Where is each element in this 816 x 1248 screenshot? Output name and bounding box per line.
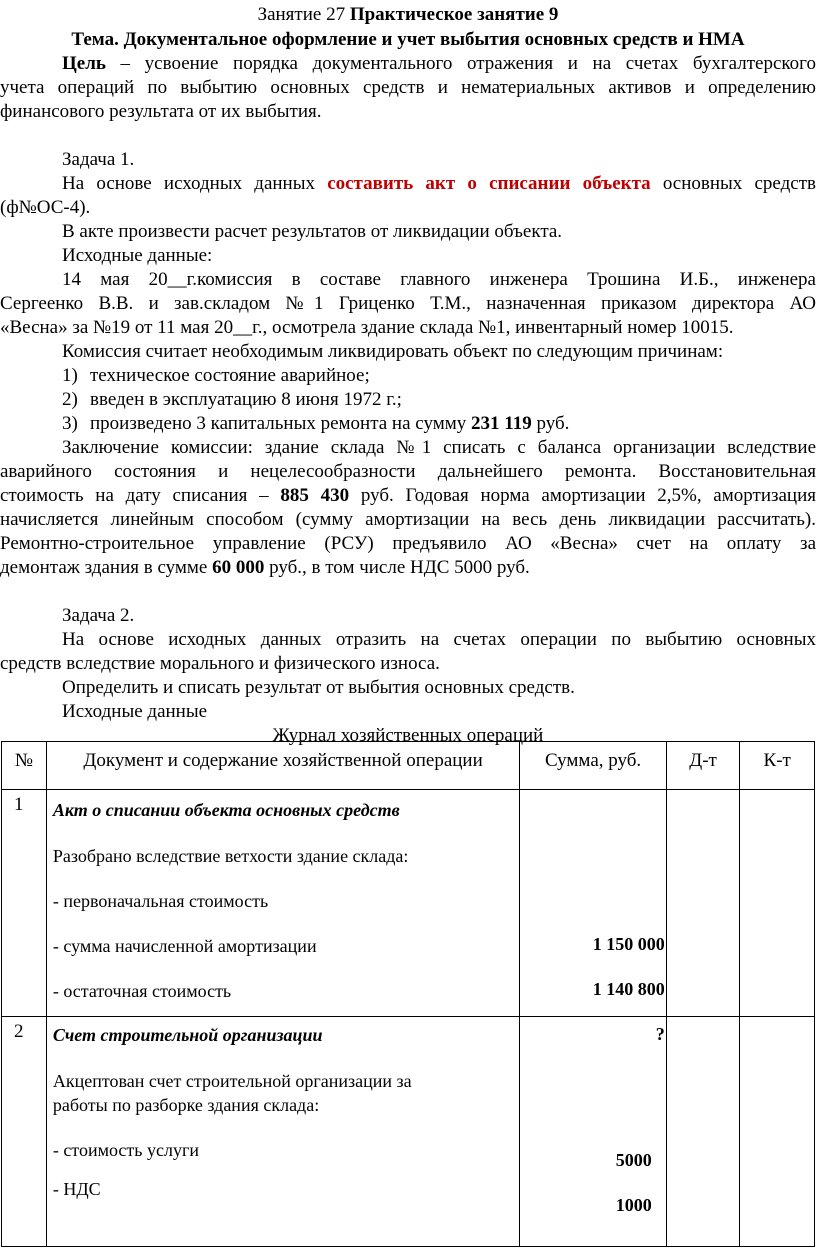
task1-reason-3: 3) произведено 3 капитальных ремонта на сумму 231 119 руб. bbox=[62, 413, 570, 434]
header-debit: Д-т bbox=[666, 742, 740, 790]
row-credit bbox=[740, 790, 815, 1017]
row-title: Акт о списании объекта основных средств bbox=[52, 800, 400, 820]
task1-source-line2: Сергеенко В.В. и зав.складом №1 Гриценко Т.М., назначенная приказом директора АО bbox=[0, 293, 816, 314]
task1-conclusion-line5: Ремонтно-строительное управление (РСУ) предъявило АО «Весна» счет на оплату за bbox=[0, 533, 816, 554]
header-number: № bbox=[2, 742, 47, 790]
table-row bbox=[2, 790, 815, 1017]
task1-p2: В акте произвести расчет результатов от ликвидации объекта. bbox=[62, 221, 563, 242]
task1-title: Задача 1. bbox=[62, 149, 135, 170]
row-credit bbox=[740, 1017, 815, 1247]
task1-conclusion-line2: аварийного состояния и нецелесообразности дальнейшего ремонта. Восстановительная bbox=[0, 461, 816, 482]
row-item: - стоимость услуги bbox=[52, 1140, 199, 1160]
task2-title: Задача 2. bbox=[62, 605, 135, 626]
lesson-heading bbox=[0, 3, 816, 27]
table-row bbox=[2, 1017, 815, 1247]
task2-p1-line1: На основе исходных данных отразить на счетах операции по выбытию основных bbox=[62, 629, 816, 650]
row-document bbox=[46, 1017, 520, 1247]
row-document bbox=[46, 790, 520, 1017]
goal-line-3: финансового результата от их выбытия. bbox=[0, 101, 322, 122]
task1-reason-1: 1) техническое состояние аварийное; bbox=[62, 365, 370, 386]
row-intro: Разобрано вследствие ветхости здание склада: bbox=[52, 846, 409, 866]
task1-reason-2: 2) введен в эксплуатацию 8 июня 1972 г.; bbox=[62, 389, 402, 410]
row-item: - сумма начисленной амортизации bbox=[52, 936, 317, 956]
amount-value: 1000 bbox=[615, 1195, 652, 1215]
journal-table bbox=[1, 741, 815, 1247]
amount-value: ? bbox=[655, 1024, 665, 1044]
topic-text: Тема. Документальное оформление и учет выбытия основных средств и НМА bbox=[71, 29, 745, 50]
lesson-prefix: Занятие 27 bbox=[257, 4, 346, 25]
amount-value: 1 150 000 bbox=[592, 934, 665, 954]
goal-line-1: Цель – усвоение порядка документального отражения и на счетах бухгалтерского bbox=[62, 53, 816, 74]
task1-reasons-intro: Комиссия считает необходимым ликвидировать объект по следующим причинам: bbox=[62, 341, 724, 362]
topic-heading bbox=[0, 28, 816, 52]
task1-source-label: Исходные данные: bbox=[62, 245, 213, 266]
task2-p2: Определить и списать результат от выбытия основных средств. bbox=[62, 677, 575, 698]
task2-p1-line2: средств вследствие морального и физического износа. bbox=[0, 653, 440, 674]
task2-source-label: Исходные данные bbox=[62, 701, 208, 722]
row-debit bbox=[666, 1017, 740, 1247]
header-credit: К-т bbox=[740, 742, 815, 790]
row-amounts bbox=[520, 1017, 666, 1247]
task1-source-line1: 14 мая 20__г.комиссия в составе главного инженера Трошина И.Б., инженера bbox=[62, 269, 816, 290]
goal-line-2: учета операций по выбытию основных средств и нематериальных активов и определению bbox=[0, 77, 816, 98]
row-item: - НДС bbox=[52, 1179, 101, 1199]
row-debit bbox=[666, 790, 740, 1017]
header-amount: Сумма, руб. bbox=[520, 742, 666, 790]
row-number: 1 bbox=[2, 790, 47, 1017]
task1-conclusion-line4: начисляется линейным способом (сумму амортизации на весь день ликвидации рассчитать). bbox=[0, 509, 816, 530]
row-item: - первоначальная стоимость bbox=[52, 891, 269, 911]
task1-conclusion-line1: Заключение комиссии: здание склада №1 списать с баланса организации вследствие bbox=[62, 437, 816, 458]
row-item: - остаточная стоимость bbox=[52, 981, 232, 1001]
task1-conclusion-line6: демонтаж здания в сумме 60 000 руб., в том числе НДС 5000 руб. bbox=[0, 557, 530, 578]
journal-title: Журнал хозяйственных операций bbox=[272, 725, 544, 746]
row-intro-line2: работы по разборке здания склада: bbox=[52, 1095, 320, 1115]
amount-value: 5000 bbox=[615, 1150, 652, 1170]
row-amounts bbox=[520, 790, 666, 1044]
amount-value: 1 140 800 bbox=[592, 979, 665, 999]
task1-source-line3: «Весна» за №19 от 11 мая 20__г., осмотрела здание склада №1, инвентарный номер 10015. bbox=[0, 317, 734, 338]
header-document: Документ и содержание хозяйственной операции bbox=[46, 742, 520, 790]
goal-label: Цель bbox=[62, 53, 106, 74]
table-header-row bbox=[2, 742, 815, 790]
task1-p1-line1: На основе исходных данных составить акт о списании объекта основных средств bbox=[62, 173, 816, 194]
task1-p1-line2: (ф№ОС-4). bbox=[0, 197, 91, 218]
row-number: 2 bbox=[2, 1017, 47, 1247]
row-intro-line1: Акцептован счет строительной организации за bbox=[52, 1071, 412, 1091]
task1-highlight: составить акт о списании объекта bbox=[327, 173, 651, 194]
lesson-title: Практическое занятие 9 bbox=[349, 4, 559, 25]
row-title: Счет строительной организации bbox=[52, 1025, 323, 1045]
task1-conclusion-line3: стоимость на дату списания – 885 430 руб. Годовая норма амортизации 2,5%, амортизация bbox=[0, 485, 816, 506]
